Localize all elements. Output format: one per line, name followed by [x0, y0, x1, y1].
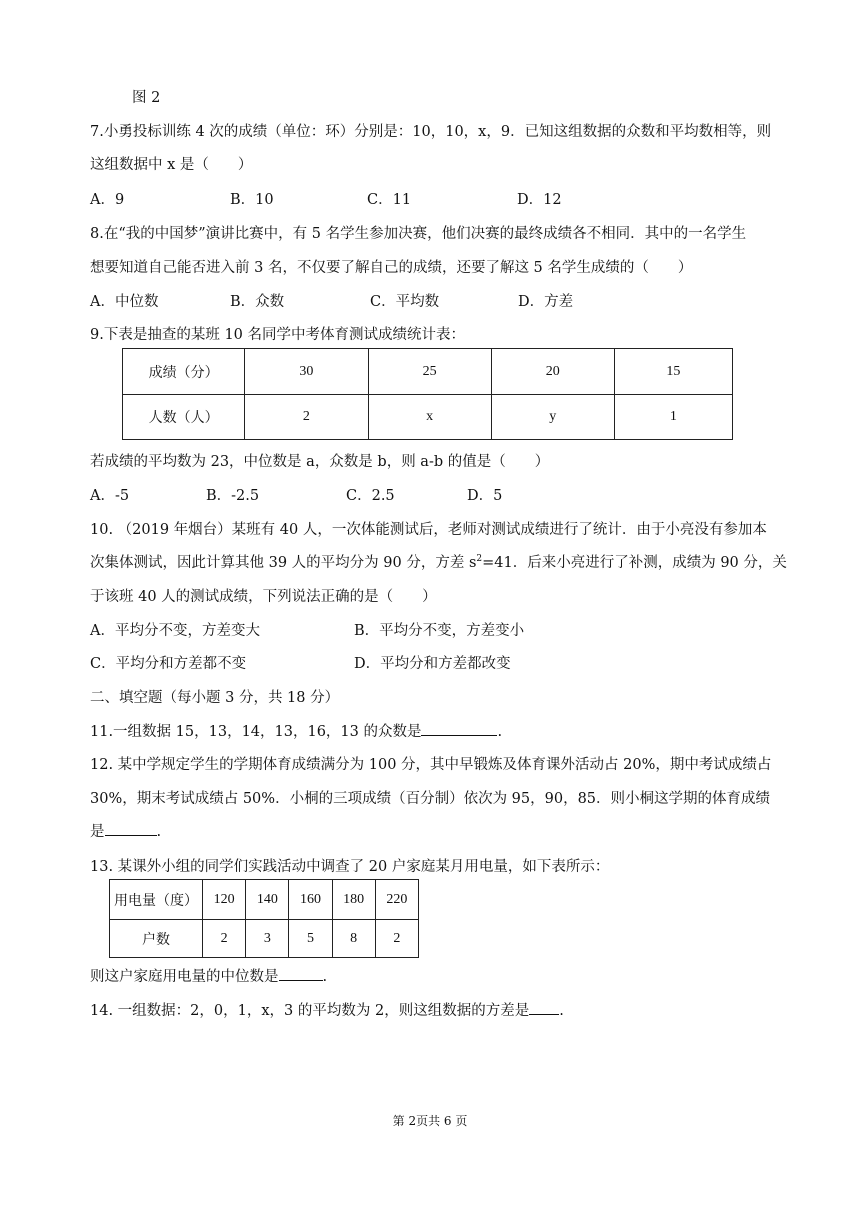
q11-text: 11.一组数据 15，13，14，13，16，13 的众数是 [90, 724, 422, 740]
q10-line2-start: 次集体测试，因此计算其他 39 人的平均分为 90 分，方差 s [90, 555, 477, 571]
q12-line1: 12. 某中学规定学生的学期体育成绩满分为 100 分，其中早锻炼及体育课外活动占 20%，期中考试成绩占 [90, 757, 772, 773]
table-cell: 2 [245, 395, 368, 440]
table-cell: 人数（人） [123, 395, 245, 440]
q9-option-a: A．-5 [90, 488, 130, 504]
q10-option-d: D．平均分和方差都改变 [354, 656, 511, 672]
q12-line3 [90, 820, 161, 841]
table-cell: 2 [203, 920, 246, 958]
page-footer: 第 2页共 6 页 [392, 1114, 468, 1128]
q8-option-d: D．方差 [518, 294, 574, 310]
q13-end: . [322, 969, 328, 985]
table-cell: 140 [246, 880, 289, 920]
table-cell: 用电量（度） [110, 880, 203, 920]
table-cell: 成绩（分） [123, 349, 245, 395]
table-cell: 户数 [110, 920, 203, 958]
q14-end: . [559, 1003, 564, 1019]
table-cell: 8 [332, 920, 375, 958]
table-cell: y [491, 395, 614, 440]
q7-line1: 7.小勇投标训练 4 次的成绩（单位：环）分别是：10，10，x，9．已知这组数据的众数和平均数相等，则 [90, 124, 772, 140]
table-cell: 220 [375, 880, 418, 920]
q13-question [90, 965, 327, 986]
q13-text: 则这户家庭用电量的中位数是 [90, 969, 279, 985]
q7-option-a: A．9 [90, 192, 125, 208]
q11-end: . [497, 724, 503, 740]
q7-option-d: D．12 [517, 192, 562, 208]
q10-option-a: A．平均分不变，方差变大 [90, 623, 260, 639]
answer-blank [105, 821, 157, 836]
table-cell: 15 [614, 349, 732, 395]
table-cell: 3 [246, 920, 289, 958]
table-cell: 30 [245, 349, 368, 395]
table-cell: 25 [368, 349, 491, 395]
q9-intro: 9.下表是抽查的某班 10 名同学中考体育测试成绩统计表： [90, 327, 466, 343]
q12-end: . [156, 824, 162, 840]
table-cell: 120 [203, 880, 246, 920]
q11-line [90, 720, 502, 741]
table-cell: 180 [332, 880, 375, 920]
q8-option-a: A．中位数 [90, 294, 159, 310]
q10-line2 [90, 551, 787, 572]
table-row [110, 880, 419, 920]
q9-option-d: D．5 [467, 488, 503, 504]
q7-option-c: C．11 [367, 192, 412, 208]
q13-intro: 13. 某课外小组的同学们实践活动中调查了 20 户家庭某月用电量，如下表所示： [90, 859, 610, 875]
q14-line [90, 999, 564, 1020]
q9-question: 若成绩的平均数为 23，中位数是 a，众数是 b，则 a-b 的值是（ ） [90, 454, 550, 470]
q7-line2: 这组数据中 x 是（ ） [90, 157, 253, 173]
table-cell: 2 [375, 920, 418, 958]
q12-text: 是 [90, 824, 105, 840]
table-row [123, 395, 733, 440]
q12-line2: 30%，期末考试成绩占 50%．小桐的三项成绩（百分制）依次为 95，90，85．则小桐这学期的体育成绩 [90, 791, 771, 807]
answer-blank [279, 966, 323, 981]
q9-option-b: B．-2.5 [206, 488, 260, 504]
table-row [110, 920, 419, 958]
q10-line1: 10. （2019 年烟台）某班有 40 人，一次体能测试后，老师对测试成绩进行了统计．由于小亮没有参加本 [90, 522, 767, 538]
section-heading: 二、填空题（每小题 3 分，共 18 分） [90, 690, 340, 706]
q10-line2-end: =41．后来小亮进行了补测，成绩为 90 分，关 [482, 555, 787, 571]
q9-score-table [122, 348, 733, 440]
answer-blank [421, 721, 497, 736]
table-cell: 1 [614, 395, 732, 440]
figure-caption: 图 2 [132, 90, 161, 106]
q9-option-c: C．2.5 [346, 488, 395, 504]
table-cell: x [368, 395, 491, 440]
q10-line3: 于该班 40 人的测试成绩，下列说法正确的是（ ） [90, 589, 437, 605]
q8-option-b: B．众数 [230, 294, 285, 310]
q10-superscript: 2 [476, 554, 483, 565]
table-cell: 160 [289, 880, 332, 920]
q14-text: 14. 一组数据：2，0，1，x，3 的平均数为 2，则这组数据的方差是 [90, 1003, 530, 1019]
q10-option-b: B．平均分不变，方差变小 [354, 623, 525, 639]
q7-option-b: B．10 [230, 192, 274, 208]
q10-option-c: C．平均分和方差都不变 [90, 656, 247, 672]
q8-line2: 想要知道自己能否进入前 3 名，不仅要了解自己的成绩，还要了解这 5 名学生成绩的（ ） [90, 260, 693, 276]
q8-option-c: C．平均数 [370, 294, 440, 310]
table-cell: 20 [491, 349, 614, 395]
table-row [123, 349, 733, 395]
q8-line1: 8.在“我的中国梦”演讲比赛中，有 5 名学生参加决赛，他们决赛的最终成绩各不相同．其中的一名学生 [90, 226, 747, 242]
q13-usage-table [109, 879, 419, 958]
answer-blank [529, 1000, 559, 1015]
table-cell: 5 [289, 920, 332, 958]
